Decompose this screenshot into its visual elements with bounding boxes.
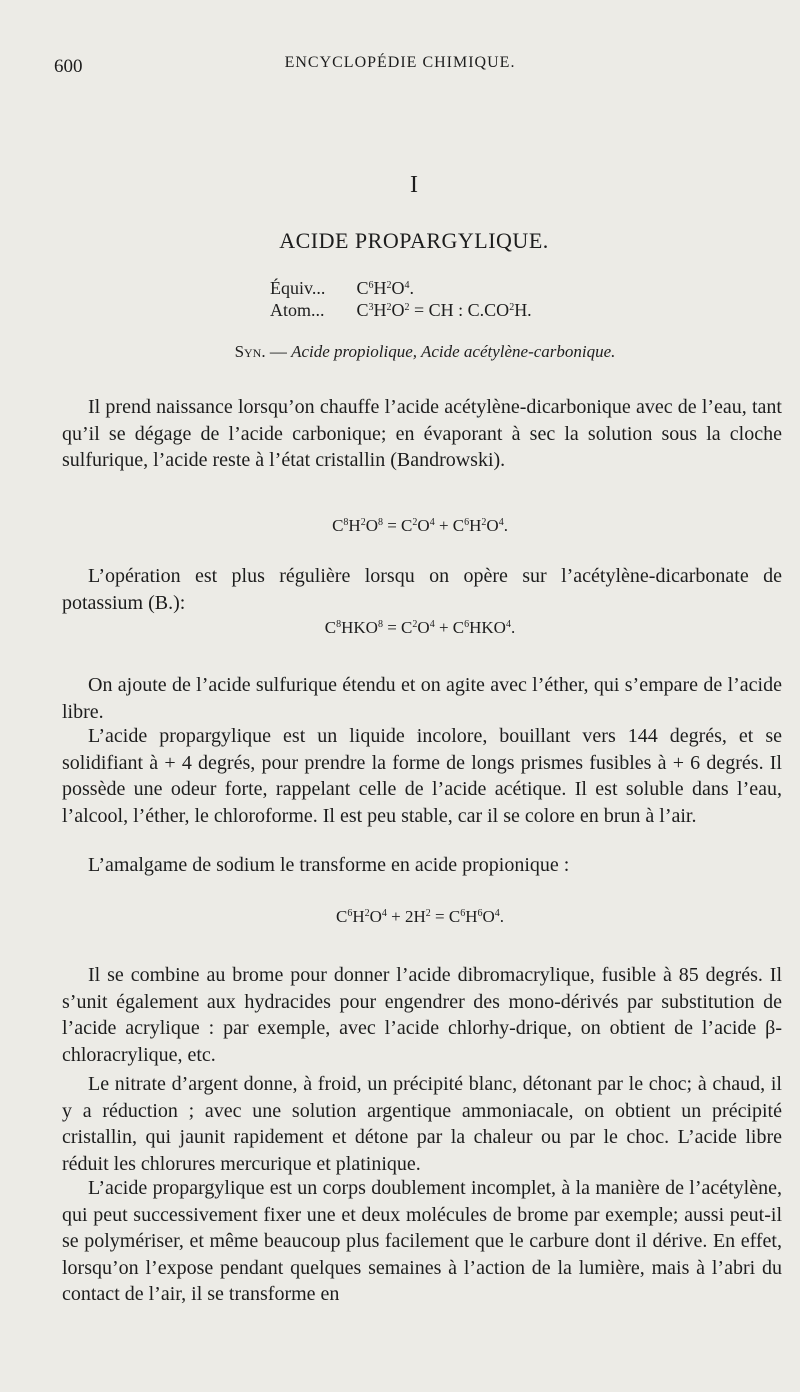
atom-formula-line — [270, 298, 532, 322]
equiv-formula: $C^6H^2O^4$. — [356, 278, 415, 298]
paragraph-3: On ajoute de l’acide sulfurique étendu et on agite avec l’éther, qui s’empare de l’acide libre. — [62, 674, 782, 723]
equiv-formula-line — [270, 276, 414, 300]
synonyms-names: Acide propiolique, Acide acétylène-carbonique. — [291, 342, 616, 361]
equiv-label: Équiv... — [270, 278, 326, 298]
paragraph-7: Le nitrate d’argent donne, à froid, un précipité blanc, détonant par le choc; à chaud, il y a réduction ; avec une solution argentique ammoniacale, on obtient un précipité cristallin, qui jaunit rapidement et détone par la chaleur ou par le choc. L’acide libre réduit les chlorures mercurique et platinique. — [62, 1073, 782, 1175]
paragraph-8: L’acide propargylique est un corps doublement incomplet, à la manière de l’acétylène, qui peut successivement fixer une et deux molécules de brome par exemple; aussi peut-il se polymériser, et même beaucoup plus facilement que le carbure dont il dérive. En effet, lorsqu’on l’expose pendant quelques semaines à l’action de la lumière, mais à l’abri du contact de l’air, il se transforme en — [62, 1177, 782, 1305]
paragraph-4: L’acide propargylique est un liquide incolore, bouillant vers 144 degrés, et se solidifiant à + 4 degrés, pour prendre la forme de longs prismes fusibles à + 6 degrés. Il possède une odeur forte, rappelant celle de l’acide acétique. Il est soluble dans l’eau, l’alcool, l’éther, le chloroforme. Il est peu stable, car il se colore en brun à l’air. — [62, 725, 782, 827]
synonyms-prefix: Syn. — [234, 342, 266, 361]
paragraph-5: L’amalgame de sodium le transforme en acide propionique : — [88, 854, 570, 876]
atom-label: Atom... — [270, 300, 325, 320]
section-title: ACIDE PROPARGYLIQUE. — [279, 228, 549, 253]
running-head: ENCYCLOPÉDIE CHIMIQUE. — [284, 54, 516, 71]
section-number: I — [410, 172, 418, 198]
synonyms-line — [0, 342, 800, 362]
equation-2: $C^8HKO^8 = C^2O^4 + C^6HKO^4$. — [324, 618, 516, 637]
atom-formula: $C^3H^2O^2$ = CH : $C.CO^2H$. — [356, 300, 532, 320]
paragraph-1: Il prend naissance lorsqu’on chauffe l’acide acétylène-dicarbonique avec de l’eau, tant qu’il se dégage de l’acide carbonique; en évaporant à sec la solution sous la cloche sulfurique, l’acide reste à l’état cristallin (Bandrowski). — [62, 396, 782, 471]
equation-1: $C^8H^2O^8 = C^2O^4 + C^6H^2O^4$. — [332, 516, 508, 535]
synonyms-dash: — — [265, 342, 292, 361]
paragraph-6: Il se combine au brome pour donner l’acide dibromacrylique, fusible à 85 degrés. Il s’unit également aux hydracides pour engendrer des mono-dérivés par substitution de l’acide acrylique : par exemple, avec l’acide chlorhy-drique, on obtient de l’acide β-chloracrylique, etc. — [62, 964, 782, 1066]
equation-3: $C^6H^2O^4 + 2H^2 = C^6H^6O^4$. — [335, 907, 505, 926]
page-number: 600 — [54, 56, 83, 77]
paragraph-2: L’opération est plus régulière lorsqu on opère sur l’acétylène-dicarbonate de potassium (B.): — [62, 565, 782, 614]
page-header — [0, 50, 800, 80]
